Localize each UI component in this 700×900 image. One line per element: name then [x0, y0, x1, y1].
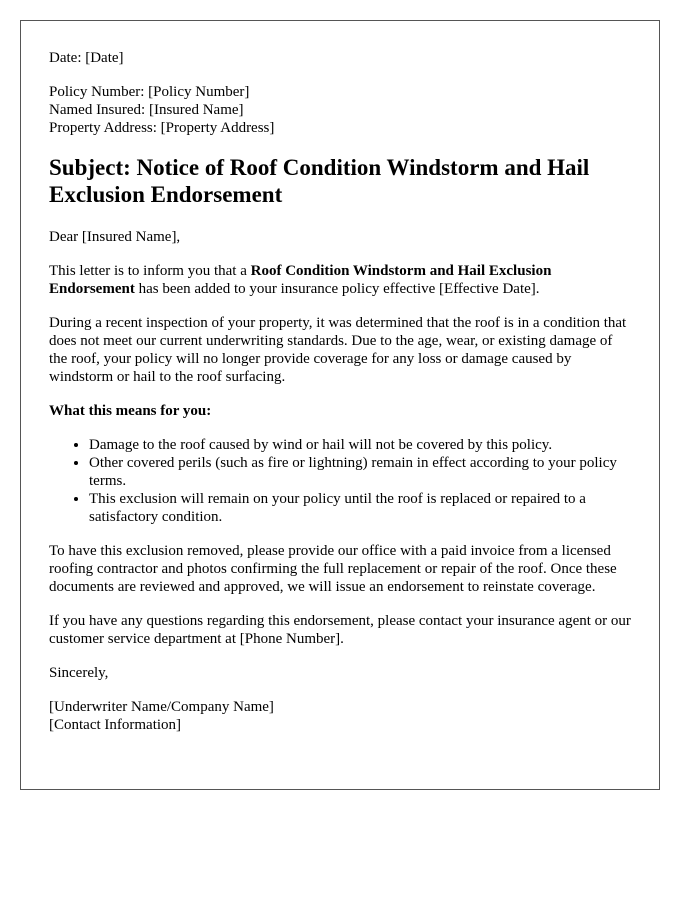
salutation: Dear [Insured Name], [49, 229, 181, 245]
list-item: • This exclusion will remain on your policy until the roof is replaced or repaired to a satisfactory condition. [89, 490, 631, 526]
signature-block [49, 698, 631, 734]
intro-paragraph [49, 262, 631, 298]
signature-name-line: [Underwriter Name/Company Name] [49, 699, 274, 715]
list-item: • Other covered perils (such as fire or lightning) remain in effect according to your policy terms. [89, 454, 631, 490]
policy-number-line: Policy Number: [Policy Number] [49, 84, 250, 100]
closing: Sincerely, [49, 665, 109, 681]
named-insured-line: Named Insured: [Insured Name] [49, 102, 244, 118]
date-line: Date: [Date] [49, 50, 124, 66]
what-this-means-heading: What this means for you: [49, 403, 212, 419]
property-address-line: Property Address: [Property Address] [49, 120, 275, 136]
endorsement-name: Roof Condition Windstorm and Hail Exclusion Endorsement [49, 263, 552, 297]
questions-paragraph: If you have any questions regarding this endorsement, please contact your insurance agent or our customer service department at [Phone Number]. [49, 613, 631, 647]
intro-text-after: has been added to your insurance policy effective [Effective Date]. [134, 281, 540, 297]
letter-document [20, 20, 660, 790]
signature-contact-line: [Contact Information] [49, 717, 182, 733]
what-this-means-list [49, 436, 631, 526]
inspection-paragraph: During a recent inspection of your property, it was determined that the roof is in a condition that does not meet our current underwriting standards. Due to the age, wear, or existing damage of the roof, your policy will no longer provide coverage for any loss or damage caused by windstorm or hail to the roof surfacing. [49, 315, 627, 385]
policy-info-block [49, 83, 631, 137]
list-item: • Damage to the roof caused by wind or hail will not be covered by this policy. [89, 436, 631, 454]
subject-heading: Subject: Notice of Roof Condition Windstorm and Hail Exclusion Endorsement [49, 155, 590, 207]
intro-text-before: This letter is to inform you that a [49, 263, 251, 279]
removal-paragraph: To have this exclusion removed, please provide our office with a paid invoice from a licensed roofing contractor and photos confirming the full replacement or repair of the roof. Once these documents are reviewed and approved, we will issue an endorsement to reinstate coverage. [49, 543, 617, 595]
